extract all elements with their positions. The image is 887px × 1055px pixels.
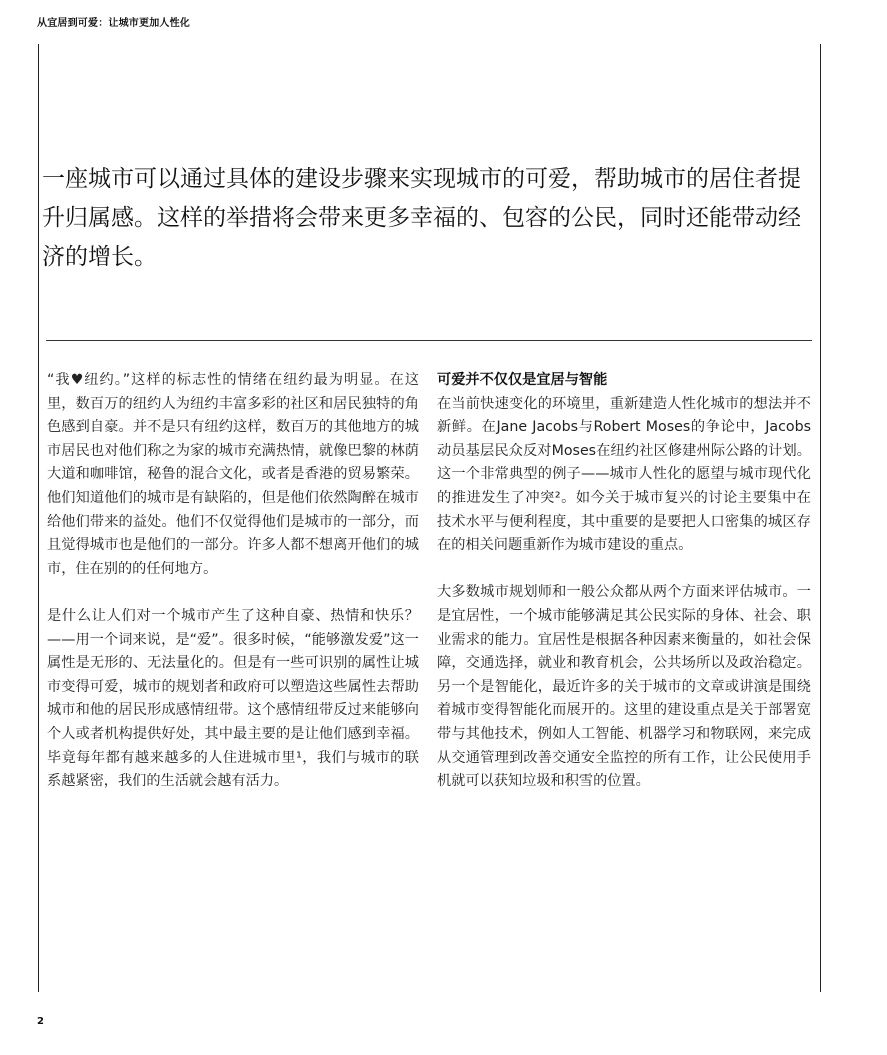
body-paragraph: 在当前快速变化的环境里，重新建造人性化城市的想法并不新鲜。在Jane Jacobs与Robert Moses的争论中，Jacobs动员基层民众反对Moses在纽约社区修建州际公路的计划。这一个非常典型的例子——城市人性化的愿望与城市现代化的推进发生了冲突²。如今关于城市复兴的讨论主要集中在技术水平与便利程度，其中重要的是要把人口密集的城区存在的相关问题重新作为城市建设的重点。 <box>437 395 811 554</box>
section-heading: 可爱并不仅仅是宜居与智能 <box>437 372 608 388</box>
body-paragraph: 是什么让人们对一个城市产生了这种自豪、热情和快乐？——用一个词来说，是“爱”。很多时候，“能够激发爱”这一属性是无形的、无法量化的。但是有一些可识别的属性让城市变得可爱，城市的规划者和政府可以塑造这些属性去帮助城市和他的居民形成感情纽带。这个感情纽带反过来能够向个人或者机构提供好处，其中最主要的是让他们感到幸福。毕竟每年都有越来越多的人住进城市里¹，我们与城市的联系越紧密，我们的生活就会越有活力。 <box>47 607 419 790</box>
pull-quote: 一座城市可以通过具体的建设步骤来实现城市的可爱，帮助城市的居住者提升归属感。这样的举措将会带来更多幸福的、包容的公民，同时还能带动经济的增长。 <box>42 166 801 270</box>
running-header: 从宜居到可爱：让城市更加人性化 <box>37 18 190 29</box>
right-margin-rule <box>820 44 821 992</box>
page-number: 2 <box>37 1016 44 1027</box>
left-margin-rule <box>38 44 39 992</box>
body-paragraph: “我♥纽约。”这样的标志性的情绪在纽约最为明显。在这里，数百万的纽约人为纽约丰富多彩的社区和居民独特的角色感到自豪。并不是只有纽约这样，数百万的其他地方的城市居民也对他们称之为家的城市充满热情，就像巴黎的林荫大道和咖啡馆，秘鲁的混合文化，或者是香港的贸易繁荣。他们知道他们的城市是有缺陷的，但是他们依然陶醉在城市给他们带来的益处。他们不仅觉得他们是城市的一部分，而且觉得城市也是他们的一部分。许多人都不想离开他们的城市，住在别的的任何地方。 <box>47 372 419 577</box>
section-divider <box>46 340 812 341</box>
body-paragraph: 大多数城市规划师和一般公众都从两个方面来评估城市。一是宜居性，一个城市能够满足其公民实际的身体、社会、职业需求的能力。宜居性是根据各种因素来衡量的，如社会保障，交通选择，就业和教育机会，公共场所以及政治稳定。另一个是智能化，最近许多的关于城市的文章或讲演是围绕着城市变得智能化而展开的。这里的建设重点是关于部署宽带与其他技术，例如人工智能、机器学习和物联网，来完成从交通管理到改善交通安全监控的所有工作，让公民使用手机就可以获知垃圾和积雪的位置。 <box>437 584 811 790</box>
left-column <box>47 369 419 817</box>
right-column <box>437 369 811 817</box>
